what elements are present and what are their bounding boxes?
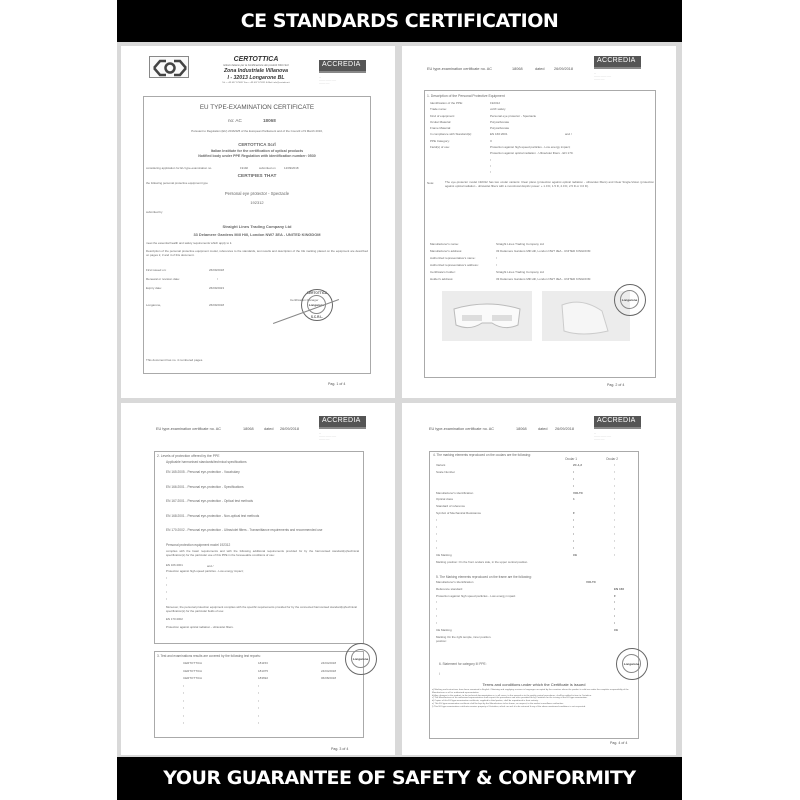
ocular-2-value: /	[614, 518, 615, 523]
field-value: /	[490, 163, 491, 168]
header-date: 26/09/2018	[280, 427, 300, 431]
frame-label: Protection against high speed particles - Low energy impact	[436, 593, 516, 598]
frame-value: /	[614, 607, 615, 612]
body-desc-1: Italian Institute for the certification of optical products	[210, 149, 304, 153]
ppe-field-row	[430, 170, 655, 176]
bottom-banner: YOUR GUARANTEE OF SAFETY & CONFORMITY	[117, 757, 682, 800]
manufacturer-value: /	[496, 263, 497, 267]
test-report-row	[183, 699, 343, 707]
ocular-row	[436, 470, 626, 477]
certottica-stamp-icon: Longarone	[614, 284, 646, 316]
frame-row	[436, 594, 631, 601]
report-lab: CERTOTTICA	[183, 676, 203, 680]
header-ref: EU type-examination certificate no. AC	[429, 427, 494, 431]
certificate-page-2	[402, 46, 676, 398]
test-report-row	[183, 669, 343, 677]
ocular-marking-table	[436, 463, 626, 559]
frame-label: /	[436, 620, 437, 625]
submitted-by-label: submitted by	[146, 210, 163, 214]
test-report-row	[183, 714, 343, 722]
ocular-1-value: /	[573, 483, 574, 488]
std-and: and /	[207, 564, 214, 568]
org-name: CERTOTTICA	[233, 56, 279, 63]
report-no: 183692	[258, 676, 269, 680]
company-address: 33 Delamere Gardens Mill Hill, London NW7 3EA - UNITED KINGDOM	[193, 232, 321, 237]
ocular-label: /	[436, 545, 437, 550]
certificate-collage	[117, 0, 682, 800]
following-text: the following personal protective equipment type	[146, 181, 208, 185]
ocular-label: /	[436, 531, 437, 536]
field-value: EN 166:2001	[490, 132, 508, 137]
page-number: Pag. 4 of 4	[610, 741, 628, 745]
manufacturer-list	[430, 242, 655, 284]
field-value: Protection against optical radiation - Ultraviolet filters - EN 170.	[490, 151, 574, 156]
manufacturer-row	[430, 263, 655, 270]
considering-label: considering application for EU type-examination no.	[146, 166, 213, 170]
ocular-2-value: /	[614, 511, 615, 516]
terms-item: d) Copies of this EU type-examination certificate, supplied to third parties, shall be reproduced in their entirety.	[432, 700, 539, 702]
ocular-2-value: /	[614, 483, 615, 488]
frame-value: /	[614, 620, 615, 625]
ocular-1-value: /	[573, 476, 574, 481]
section-6-title: 6. Statement for category III PPE:	[439, 662, 487, 666]
frame-row	[436, 587, 631, 594]
frame-row	[436, 628, 631, 635]
section-5-title: 5. The Marking elements reproduced on the frame are the following:	[436, 575, 532, 579]
cert-no-label: no: AC	[228, 118, 242, 123]
ocular-label: Variant	[436, 463, 446, 467]
ocular-row	[436, 539, 626, 546]
frame-row	[436, 607, 631, 614]
ocular-row	[436, 477, 626, 484]
ocular-row	[436, 518, 626, 525]
pursuant-text: Pursuant to Regulation (EU) 2016/425 of the European Parliament and of the Council of 9 March 2016,	[191, 129, 323, 133]
cert-manager-label: Certification Manager	[290, 298, 319, 302]
field-label: Field(s) of use:	[430, 145, 450, 150]
ocular-1-value: /	[573, 469, 574, 474]
org-contact: Tel. ++39 437 573057 Fax ++39 437 573131 E-Mail: info@certottica.it	[222, 82, 290, 84]
org-address-1: Zona Industriale Villanova	[223, 68, 289, 74]
ocular-2-value: /	[614, 476, 615, 481]
field-value: Personal eye protector - Spectacle	[490, 113, 537, 118]
terms-item: c) The Manufacturer or his authorized representative shall respect the procedures and rules provided for by Certottica for the issuing of the EU type-examination.	[432, 697, 588, 700]
ocular-row	[436, 491, 626, 498]
frame-marking-table	[436, 580, 631, 634]
terms-item: f) This EU type-examination certificate remains property of Certottica, which can ask it to be returned if any of the above mentioned conditions is not respected.	[432, 705, 586, 708]
header-no: 18068	[512, 67, 523, 71]
body-desc-2: Notified body under PPE Regulation with identification number: 0530	[198, 154, 316, 158]
ocular-row	[436, 504, 626, 511]
standard-item: EN 165:2005 - Personal eye-protection - Vocabulary	[166, 470, 240, 474]
header-date: 26/09/2018	[555, 427, 575, 431]
ocular-row	[436, 511, 626, 518]
report-lab: /	[183, 698, 184, 703]
report-lab: /	[183, 713, 184, 718]
report-lab: /	[183, 706, 184, 710]
frame-value: EN 166	[614, 586, 625, 591]
header-no: 18068	[516, 427, 527, 431]
ocular-row	[436, 463, 626, 470]
ocular-label: Scale Number	[436, 469, 456, 474]
frame-value: /	[614, 600, 615, 605]
ocular-1-value: /	[573, 531, 574, 536]
description-text: Description of the personal protective equipment model, references to the standards, test results and description of the CE marking placed on the equipment are described on pages 2, 3 and 4 of this document.	[146, 249, 368, 257]
ocular-2-value: /	[614, 504, 615, 509]
col-ocular-1: Ocular 1	[565, 457, 578, 461]
report-lab: /	[183, 721, 184, 725]
standard-item: EN 168:2001 - Personal eye-protection - Non-optical test methods	[166, 514, 260, 518]
ocular-label: Standard of reference	[436, 504, 466, 509]
report-date: 24/04/2018	[321, 668, 337, 673]
ocular-2-value: /	[614, 538, 615, 543]
field-value: Polycarbonate	[490, 126, 510, 131]
certifies-heading: CERTIFIES THAT	[237, 174, 277, 179]
standard-item: EN 166:2001 - Personal eye-protection - Specifications	[166, 485, 244, 489]
accredia-subtext: — ——— ——— —— ——— ——	[319, 433, 337, 441]
frame-value: VOLTX	[586, 580, 596, 584]
accredia-logo: ACCREDIA	[319, 60, 366, 73]
manufacturer-label: Manufacturer's address:	[430, 249, 463, 253]
certificate-page-1	[121, 46, 395, 398]
manufacturer-row	[430, 242, 655, 249]
ocular-label: /	[436, 525, 437, 530]
report-no: 181153	[258, 661, 268, 665]
slash-row: /	[166, 576, 167, 580]
ocular-1-value: CE	[573, 552, 578, 557]
moreover-text: Moreover, the personal protection equipment complies with the specific requirements provided for by the connected harmonised standard(s)/technical specification(s) for the particular fields of use:	[166, 605, 357, 613]
ocular-label: Optical class	[436, 497, 454, 502]
ocular-2-value: /	[614, 497, 615, 502]
ocular-row	[436, 546, 626, 553]
frame-label: /	[436, 607, 437, 612]
date-value-1: /	[217, 277, 218, 281]
certottica-logo-icon	[149, 56, 189, 78]
test-report-row	[183, 661, 343, 669]
pages-note: This document has no. 4 numbered pages.	[146, 358, 204, 362]
submitted-label: submitted on	[259, 166, 276, 170]
ocular-label: /	[436, 518, 437, 523]
field-value: II	[490, 138, 492, 143]
header-ref: EU type-examination certificate no. AC	[156, 427, 221, 431]
field-label: Kind of equipment:	[430, 113, 456, 118]
frame-row	[436, 580, 631, 587]
cert-no: 18068	[263, 118, 276, 123]
header-dated-label: dated	[538, 427, 548, 431]
protection-1: Protection against high-speed particles - Low energy impact;	[166, 569, 244, 573]
frame-marking: Marking On the right temple, inner position.	[436, 635, 492, 639]
org-subtitle: Istituto Italiano per la Certificazione dei prodotti Ottici Scrl	[223, 64, 289, 67]
ocular-row	[436, 497, 626, 504]
manufacturer-row	[430, 256, 655, 263]
field-value: Protection against high-speed particles - Low energy impact;	[490, 145, 571, 150]
col-ocular-2: Ocular 2	[606, 457, 619, 461]
frame-row	[436, 600, 631, 607]
report-no: /	[258, 691, 259, 695]
ocular-1-value: 2C-1,2	[573, 463, 583, 467]
report-date: 06/08/2018	[321, 676, 337, 680]
header-date: 26/09/2018	[554, 67, 574, 71]
submitted-date: 12/09/2018	[284, 166, 299, 170]
test-report-row	[183, 676, 343, 684]
page-number: Pag. 2 of 4	[607, 383, 625, 387]
ocular-2-value: /	[614, 469, 615, 474]
frame-label: /	[436, 613, 437, 618]
accredia-logo: ACCREDIA	[594, 416, 641, 429]
std2-line: EN 170:2002	[166, 617, 183, 621]
manufacturer-value: Straight Lines Trading Company Ltd	[496, 270, 544, 274]
ocular-1-value: /	[573, 545, 574, 550]
slash-row: /	[166, 597, 167, 601]
ocular-2-value: /	[614, 545, 615, 550]
terms-item: a) Marking and instructions have been examined in English. Obtaining and supplying versions in languages accepted by the countries where the product is sold are under the complete responsibility of the Manufacturer or of his authorized representative.	[432, 689, 629, 694]
top-banner: CE STANDARDS CERTIFICATION	[117, 0, 682, 42]
accredia-subtext: — ——— ——— —— ——— ——	[594, 433, 612, 441]
frame-row	[436, 621, 631, 628]
field-value: /	[490, 157, 491, 162]
ocular-2-value: /	[614, 490, 615, 495]
spectacles-front-photo	[442, 291, 532, 341]
header-dated-label: dated	[264, 427, 274, 431]
certottica-stamp-icon: Longarone	[345, 643, 377, 675]
header-ref: EU type-examination certificate no. AC	[427, 67, 492, 71]
note-text: The eye-protector model 192312 has two ocular variants: Clear plano (protection against optical radiation - ultraviolet filters) and Clear Single-Vision (protection against optical radiation - ultraviolet filters with a monofocal dioptric power: + 1.0 D, 1.5 D, 2.0 D, 2.5 D or 3.0 D).	[445, 180, 654, 188]
frame-value: F	[614, 593, 616, 598]
standard-item: EN 167:2001 - Personal eye-protection - Optical test methods	[166, 499, 253, 503]
terms-title: Terms and conditions under which the Certificate is issued	[482, 682, 586, 687]
test-report-row	[183, 684, 343, 692]
field-extra: and /	[565, 132, 572, 137]
test-report-row	[183, 691, 343, 699]
marking-position: Marking position: On the front oculars side, in the upper central position.	[436, 560, 529, 564]
manufacturer-row	[430, 277, 655, 284]
ocular-2-value: /	[614, 525, 615, 530]
header-no: 18068	[243, 427, 254, 431]
field-value: /	[490, 170, 491, 175]
ocular-2-value: /	[614, 463, 615, 467]
std-line: EN 166:2001	[166, 563, 183, 567]
frame-row	[436, 614, 631, 621]
section-2-frame	[154, 451, 364, 644]
model-line: Personal protection equipment model 192312	[166, 543, 231, 547]
field-value: Polycarbonate	[490, 119, 510, 124]
report-no: 181075	[258, 668, 269, 673]
slash-row: /	[166, 583, 167, 587]
date-label-0: First issued on:	[146, 268, 167, 272]
field-label: Trade name:	[430, 107, 447, 112]
ocular-1-value: /	[573, 525, 574, 530]
certificate-page-4	[402, 403, 676, 755]
ocular-label: CE Marking	[436, 552, 452, 557]
date-value-3: 26/09/2018	[209, 303, 225, 307]
frame-marking-2: position:	[436, 639, 447, 643]
product-name: Personal eye protector - Spectacle	[224, 191, 290, 196]
accredia-logo: ACCREDIA	[594, 56, 641, 69]
cert-title: EU TYPE-EXAMINATION CERTIFICATE	[199, 104, 315, 111]
report-date: 24/04/2018	[321, 661, 337, 665]
page-number: Pag. 3 of 4	[331, 747, 349, 751]
report-no: /	[258, 683, 259, 688]
frame-label: Reference standard	[436, 586, 463, 591]
manufacturer-row	[430, 270, 655, 277]
report-no: /	[258, 721, 259, 725]
section-title: 2. Levels of protection offered by the PPE	[157, 454, 220, 458]
section-title: 1. Description of the Personal Protective Equipment	[427, 94, 505, 98]
manufacturer-label: Authorized representative's name:	[430, 256, 476, 260]
date-label-3: Longarone,	[146, 303, 162, 307]
manufacturer-label: Authorized representative's address:	[430, 263, 479, 267]
field-value: voltX safety	[490, 107, 506, 112]
ocular-row	[436, 532, 626, 539]
report-no: /	[258, 706, 259, 710]
accredia-logo: ACCREDIA	[319, 416, 366, 429]
frame-label: Manufacturer's Identification	[436, 580, 474, 584]
body-name: CERTOTTICA Scrl	[238, 142, 276, 147]
manufacturer-label: Certificate's holder:	[430, 270, 456, 274]
accredia-subtext: — ——— ——— —— ——— ——	[594, 73, 612, 81]
frame-value: CE	[614, 627, 619, 632]
ocular-label: Symbol of Mechanical Resistance	[436, 511, 482, 516]
manufacturer-label: Holder's address:	[430, 277, 454, 281]
report-lab: /	[183, 683, 184, 688]
company-name: Straight Lines Trading Company Ltd	[222, 224, 292, 229]
test-report-row	[183, 721, 343, 729]
report-no: /	[258, 713, 259, 718]
frame-value: /	[614, 613, 615, 618]
meet-text: meet the essential health and safety requirements which apply to it.	[146, 241, 233, 245]
field-label: Identification of the PPE:	[430, 101, 463, 105]
header-dated-label: dated	[535, 67, 545, 71]
date-value-2: 26/09/2023	[209, 286, 225, 290]
ocular-2-value: /	[614, 552, 615, 557]
ocular-1-value: /	[573, 538, 574, 543]
ocular-1-value: /	[573, 518, 574, 523]
standard-item: EN 170:2002 - Personal eye-protection - Ultraviolet filters - Transmittance requirements and recommended use	[166, 528, 323, 532]
ocular-1-value: VOLTX	[573, 490, 583, 495]
date-label-2: Expiry date:	[146, 286, 162, 290]
slash-row: /	[166, 590, 167, 594]
ocular-row	[436, 525, 626, 532]
manufacturer-value: Straight Lines Trading Company Ltd	[496, 242, 544, 246]
ocular-label: Manufacturer's identification	[436, 490, 474, 495]
manufacturer-value: /	[496, 256, 497, 260]
ocular-1-value: F	[573, 511, 575, 516]
section-4-title: 4. The marking elements reproduced on the oculars are the following:	[433, 453, 531, 457]
report-lab: /	[183, 691, 184, 695]
ocular-row	[436, 553, 626, 560]
ocular-1-value: 1	[573, 497, 575, 502]
protection-2: Protection against optical radiation - ultraviolet filters.	[166, 625, 234, 629]
manufacturer-label: Manufacturer's name:	[430, 242, 459, 246]
test-reports-table	[183, 661, 343, 729]
terms-list	[432, 689, 636, 708]
ppe-fields-list	[430, 101, 655, 177]
note-label: Note:	[427, 181, 435, 185]
complies-text: complies with the basic requirements and with the following additional requirements provided for by the harmonised standard(s)/technical specification(s) for the particular use of this PPE in the foreseeable conditions of use:	[166, 549, 359, 557]
applicable-label: Applicable harmonised standards/technical specifications	[166, 460, 247, 464]
ocular-row	[436, 484, 626, 491]
frame-label: CE Marking	[436, 627, 452, 632]
date-value-0: 26/09/2018	[209, 268, 225, 272]
product-model: 192312	[250, 200, 264, 205]
field-label: In compliance with Standard(s):	[430, 132, 473, 137]
page-number: Pag. 1 of 4	[328, 382, 346, 386]
report-lab: CERTOTTICA	[183, 661, 203, 665]
application-no: 19192	[240, 166, 249, 170]
report-lab: CERTOTTICA	[183, 668, 203, 673]
field-label: PPE Category:	[430, 138, 450, 143]
ocular-2-value: /	[614, 531, 615, 536]
field-value: 192312	[490, 101, 501, 105]
manufacturer-row	[430, 249, 655, 256]
manufacturer-value: 33 Delamere Gardens Mill Hill, London NW7 3EA - UNITED KINGDOM	[496, 249, 591, 253]
frame-label: /	[436, 600, 437, 605]
terms-item: e) This EU type-examination certificate shall be kept by the Manufacturer to be shown, on request, to the market surveillance authorities.	[432, 702, 564, 705]
section-3-title: 3. Test and examinations results are covered by the following test reports:	[157, 654, 261, 658]
report-no: /	[258, 698, 259, 703]
date-label-1: Renewal or revision date:	[146, 277, 180, 281]
manufacturer-value: 33 Delamere Gardens Mill Hill, London NW7 3EA - UNITED KINGDOM	[496, 277, 591, 281]
section-6-value: /	[439, 672, 440, 676]
accredia-subtext: — ——— ——— —— ——— ——	[319, 77, 337, 85]
terms-item: b) Any changes to the product, to the technical documentation or, in all cases, to the manual or to the quality control procedures, shall be notified in time to Certottica.	[432, 694, 592, 697]
ocular-label: /	[436, 538, 437, 543]
certottica-stamp-icon: Longarone	[616, 648, 648, 680]
field-label: Ocular Material:	[430, 119, 452, 124]
field-label: Frame Material:	[430, 126, 452, 131]
test-report-row	[183, 706, 343, 714]
certificate-page-3	[121, 403, 395, 755]
org-address-2: I - 32013 Longarone BL	[227, 75, 285, 81]
certottica-stamp-icon: CERTOTTICA Longarone S.C.R.L.	[301, 289, 333, 321]
